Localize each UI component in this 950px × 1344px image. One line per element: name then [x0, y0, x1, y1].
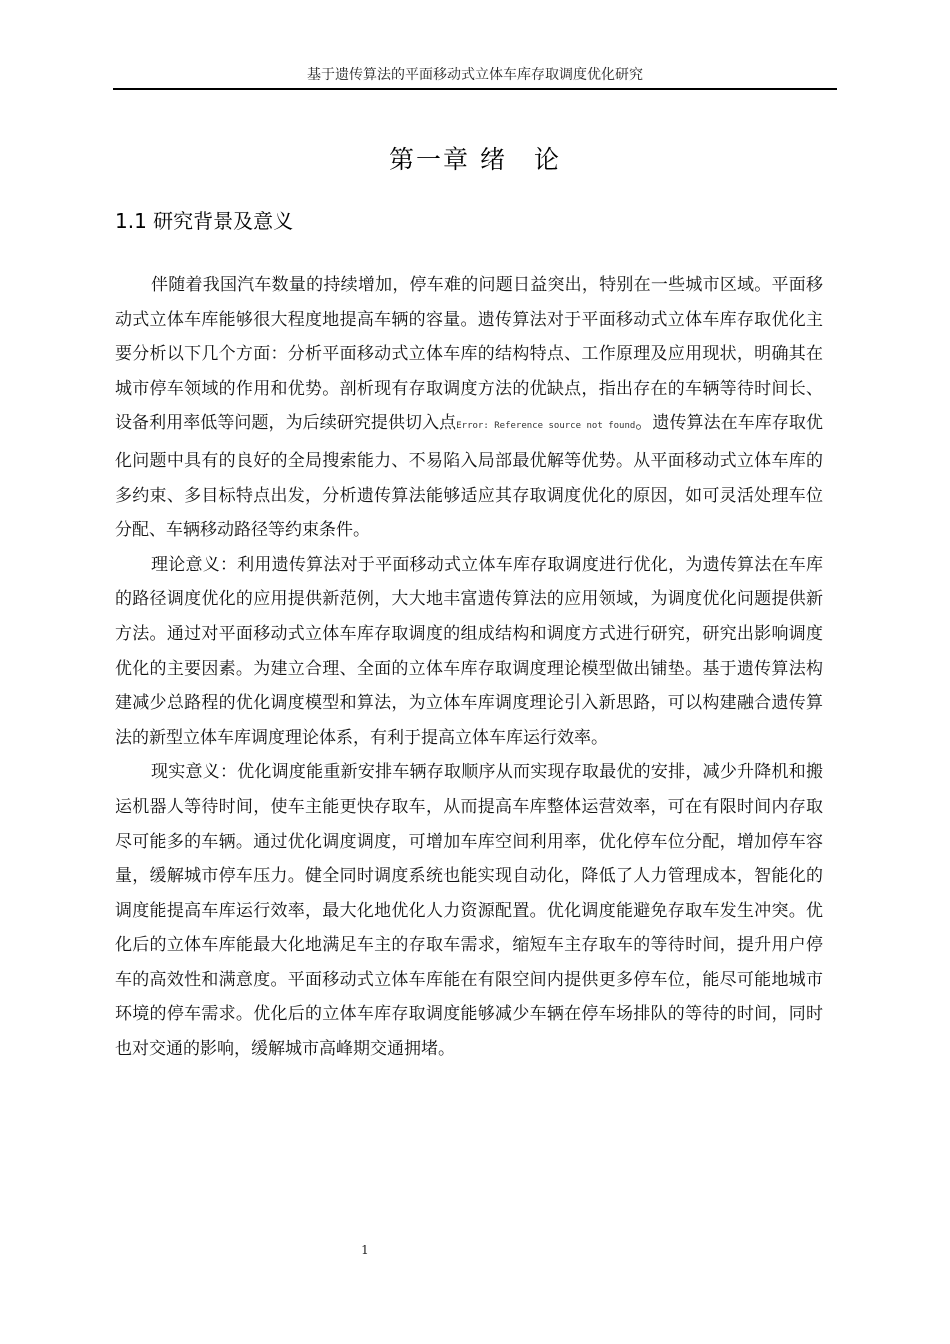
body-text [115, 268, 823, 1067]
paragraph-background [115, 268, 823, 548]
paragraph-background-text: 伴随着我国汽车数量的持续增加，停车难的问题日益突出，特别在一些城市区域。平面移动式立体车库能够很大程度地提高车辆的容量。遗传算法对于平面移动式立体车库存取优化主要分析以下几个方面：分析平面移动式立体车库的结构特点、工作原理及应用现状，明确其在城市停车领域的作用和优势。剖析现有存取调度方法的优缺点，指出存在的车辆等待时间长、设备利用率低等问题，为后续研究提供切入点 [115, 275, 823, 434]
section-heading: 1.1 研究背景及意义 [115, 209, 294, 233]
chapter-title: 第一章 绪 论 [389, 145, 561, 174]
running-header [113, 66, 837, 90]
paragraph-background-continued: 。遗传算法在车库存取优化问题中具有的良好的全局搜索能力、不易陷入局部最优解等优势。从平面移动式立体车库的多约束、多目标特点出发，分析遗传算法能够适应其存取调度优化的原因，如可灵活处理车位分配、车辆移动路径等约束条件。 [115, 413, 823, 541]
paragraph-theoretical-significance: 理论意义：利用遗传算法对于平面移动式立体车库存取调度进行优化，为遗传算法在车库的路径调度优化的应用提供新范例，大大地丰富遗传算法的应用领域，为调度优化问题提供新方法。通过对平面移动式立体车库存取调度的组成结构和调度方式进行研究，研究出影响调度优化的主要因素。为建立合理、全面的立体车库存取调度理论模型做出铺垫。基于遗传算法构建减少总路程的优化调度模型和算法，为立体车库调度理论引入新思路，可以构建融合遗传算法的新型立体车库调度理论体系，有利于提高立体车库运行效率。 [115, 554, 823, 748]
page-number: 1 [361, 1243, 369, 1257]
paragraph-practical-significance: 现实意义：优化调度能重新安排车辆存取顺序从而实现存取最优的安排，减少升降机和搬运机器人等待时间，使车主能更快存取车，从而提高车库整体运营效率，可在有限时间内存取尽可能多的车辆。通过优化调度调度，可增加车库空间利用率，优化停车位分配，增加停车容量，缓解城市停车压力。健全同时调度系统也能实现自动化，降低了人力管理成本，智能化的调度能提高车库运行效率，最大化地优化人力资源配置。优化调度能避免存取车发生冲突。优化后的立体车库能最大化地满足车主的存取车需求，缩短车主存取车的等待时间，提升用户停车的高效性和满意度。平面移动式立体车库能在有限空间内提供更多停车位，能尽可能地城市环境的停车需求。优化后的立体车库存取调度能够减少车辆在停车场排队的等待的时间，同时也对交通的影响，缓解城市高峰期交通拥堵。 [115, 762, 823, 1060]
reference-error-field: Error: Reference source not found [456, 421, 636, 432]
running-title: 基于遗传算法的平面移动式立体车库存取调度优化研究 [307, 67, 643, 83]
